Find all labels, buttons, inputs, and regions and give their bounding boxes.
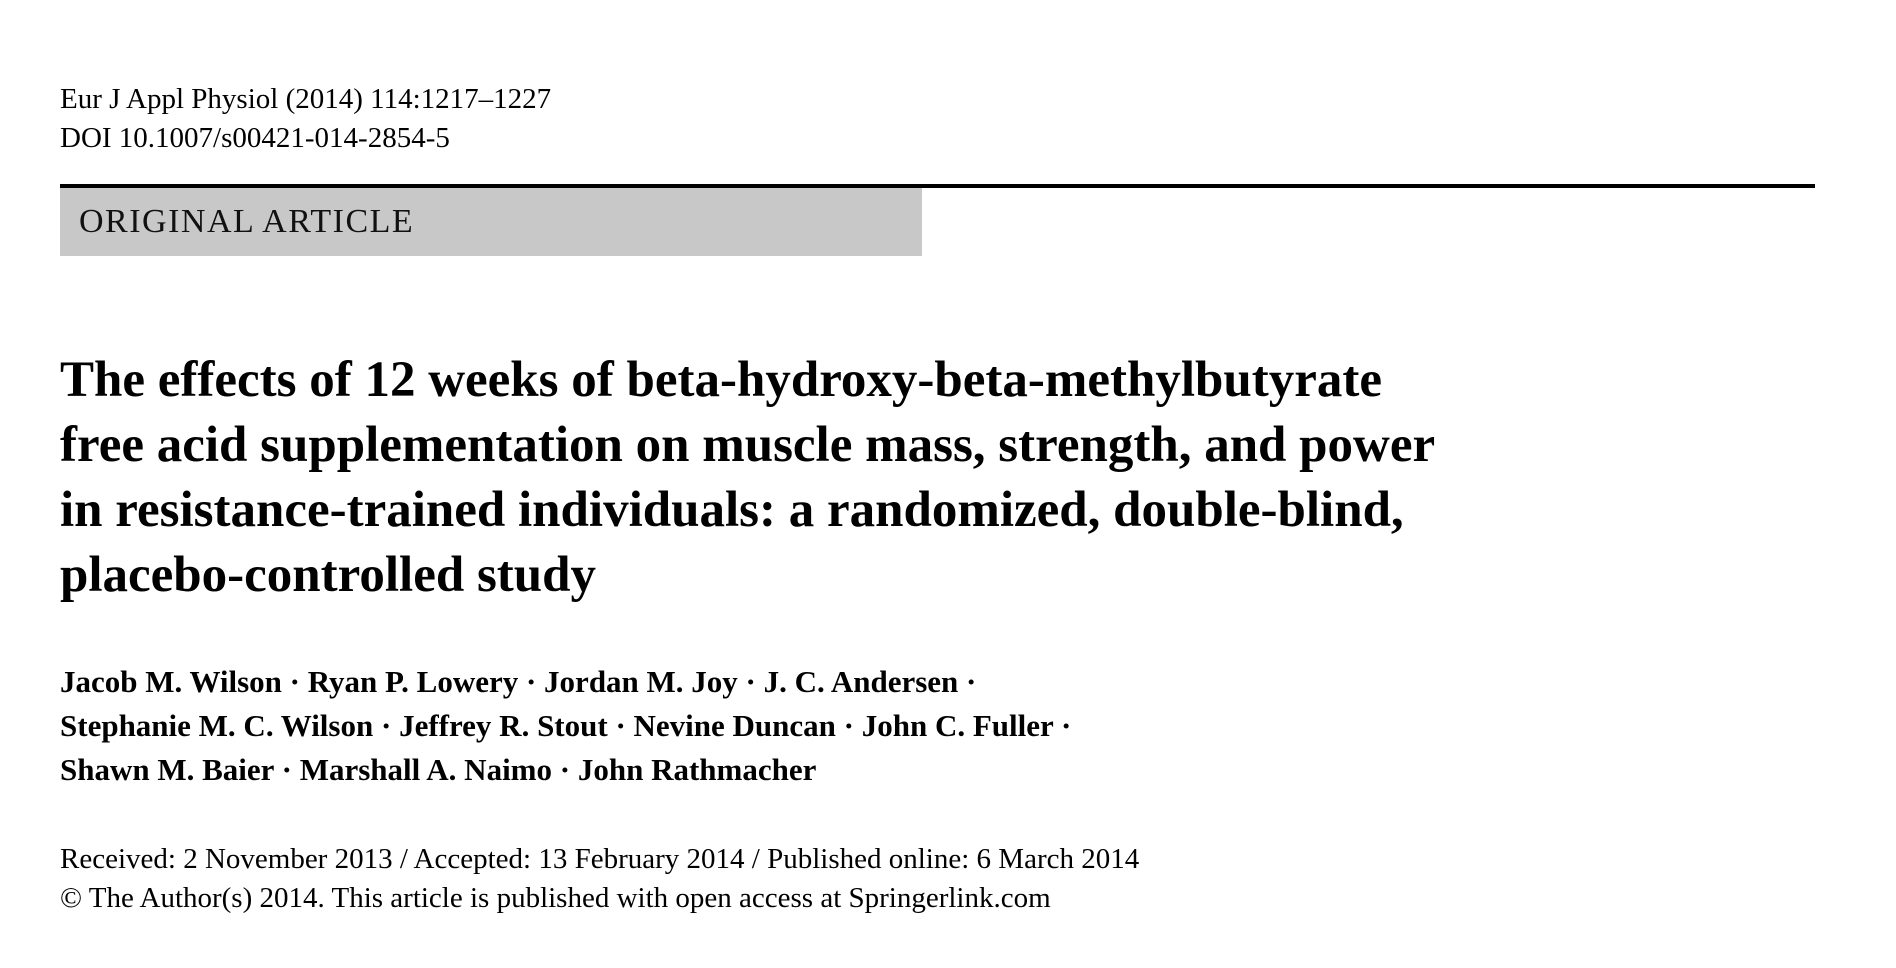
journal-header xyxy=(60,0,1815,158)
article-title-line: free acid supplementation on muscle mass, strength, and power xyxy=(60,417,1436,473)
author-line: Stephanie M. C. Wilson · Jeffrey R. Stout · Nevine Duncan · John C. Fuller · xyxy=(60,708,1072,743)
author-line: Shawn M. Baier · Marshall A. Naimo · John Rathmacher xyxy=(60,752,817,787)
publication-meta xyxy=(60,840,1815,918)
author-line: Jacob M. Wilson · Ryan P. Lowery · Jordan M. Joy · J. C. Andersen · xyxy=(60,664,977,699)
copyright-open-access-notice: © The Author(s) 2014. This article is published with open access at Springerlink.com xyxy=(60,882,1051,914)
journal-doi: DOI 10.1007/s00421-014-2854-5 xyxy=(60,122,450,154)
article-title-line: in resistance-trained individuals: a randomized, double-blind, xyxy=(60,482,1404,538)
article-title-line: placebo-controlled study xyxy=(60,547,596,603)
article-title xyxy=(60,348,1815,608)
journal-citation: Eur J Appl Physiol (2014) 114:1217–1227 xyxy=(60,83,552,115)
article-title-line: The effects of 12 weeks of beta-hydroxy-beta-methylbutyrate xyxy=(60,352,1382,408)
author-list xyxy=(60,660,1815,792)
publication-history: Received: 2 November 2013 / Accepted: 13 February 2014 / Published online: 6 March 2014 xyxy=(60,843,1140,875)
article-type-label: ORIGINAL ARTICLE xyxy=(79,203,415,240)
article-type-banner xyxy=(60,188,922,256)
